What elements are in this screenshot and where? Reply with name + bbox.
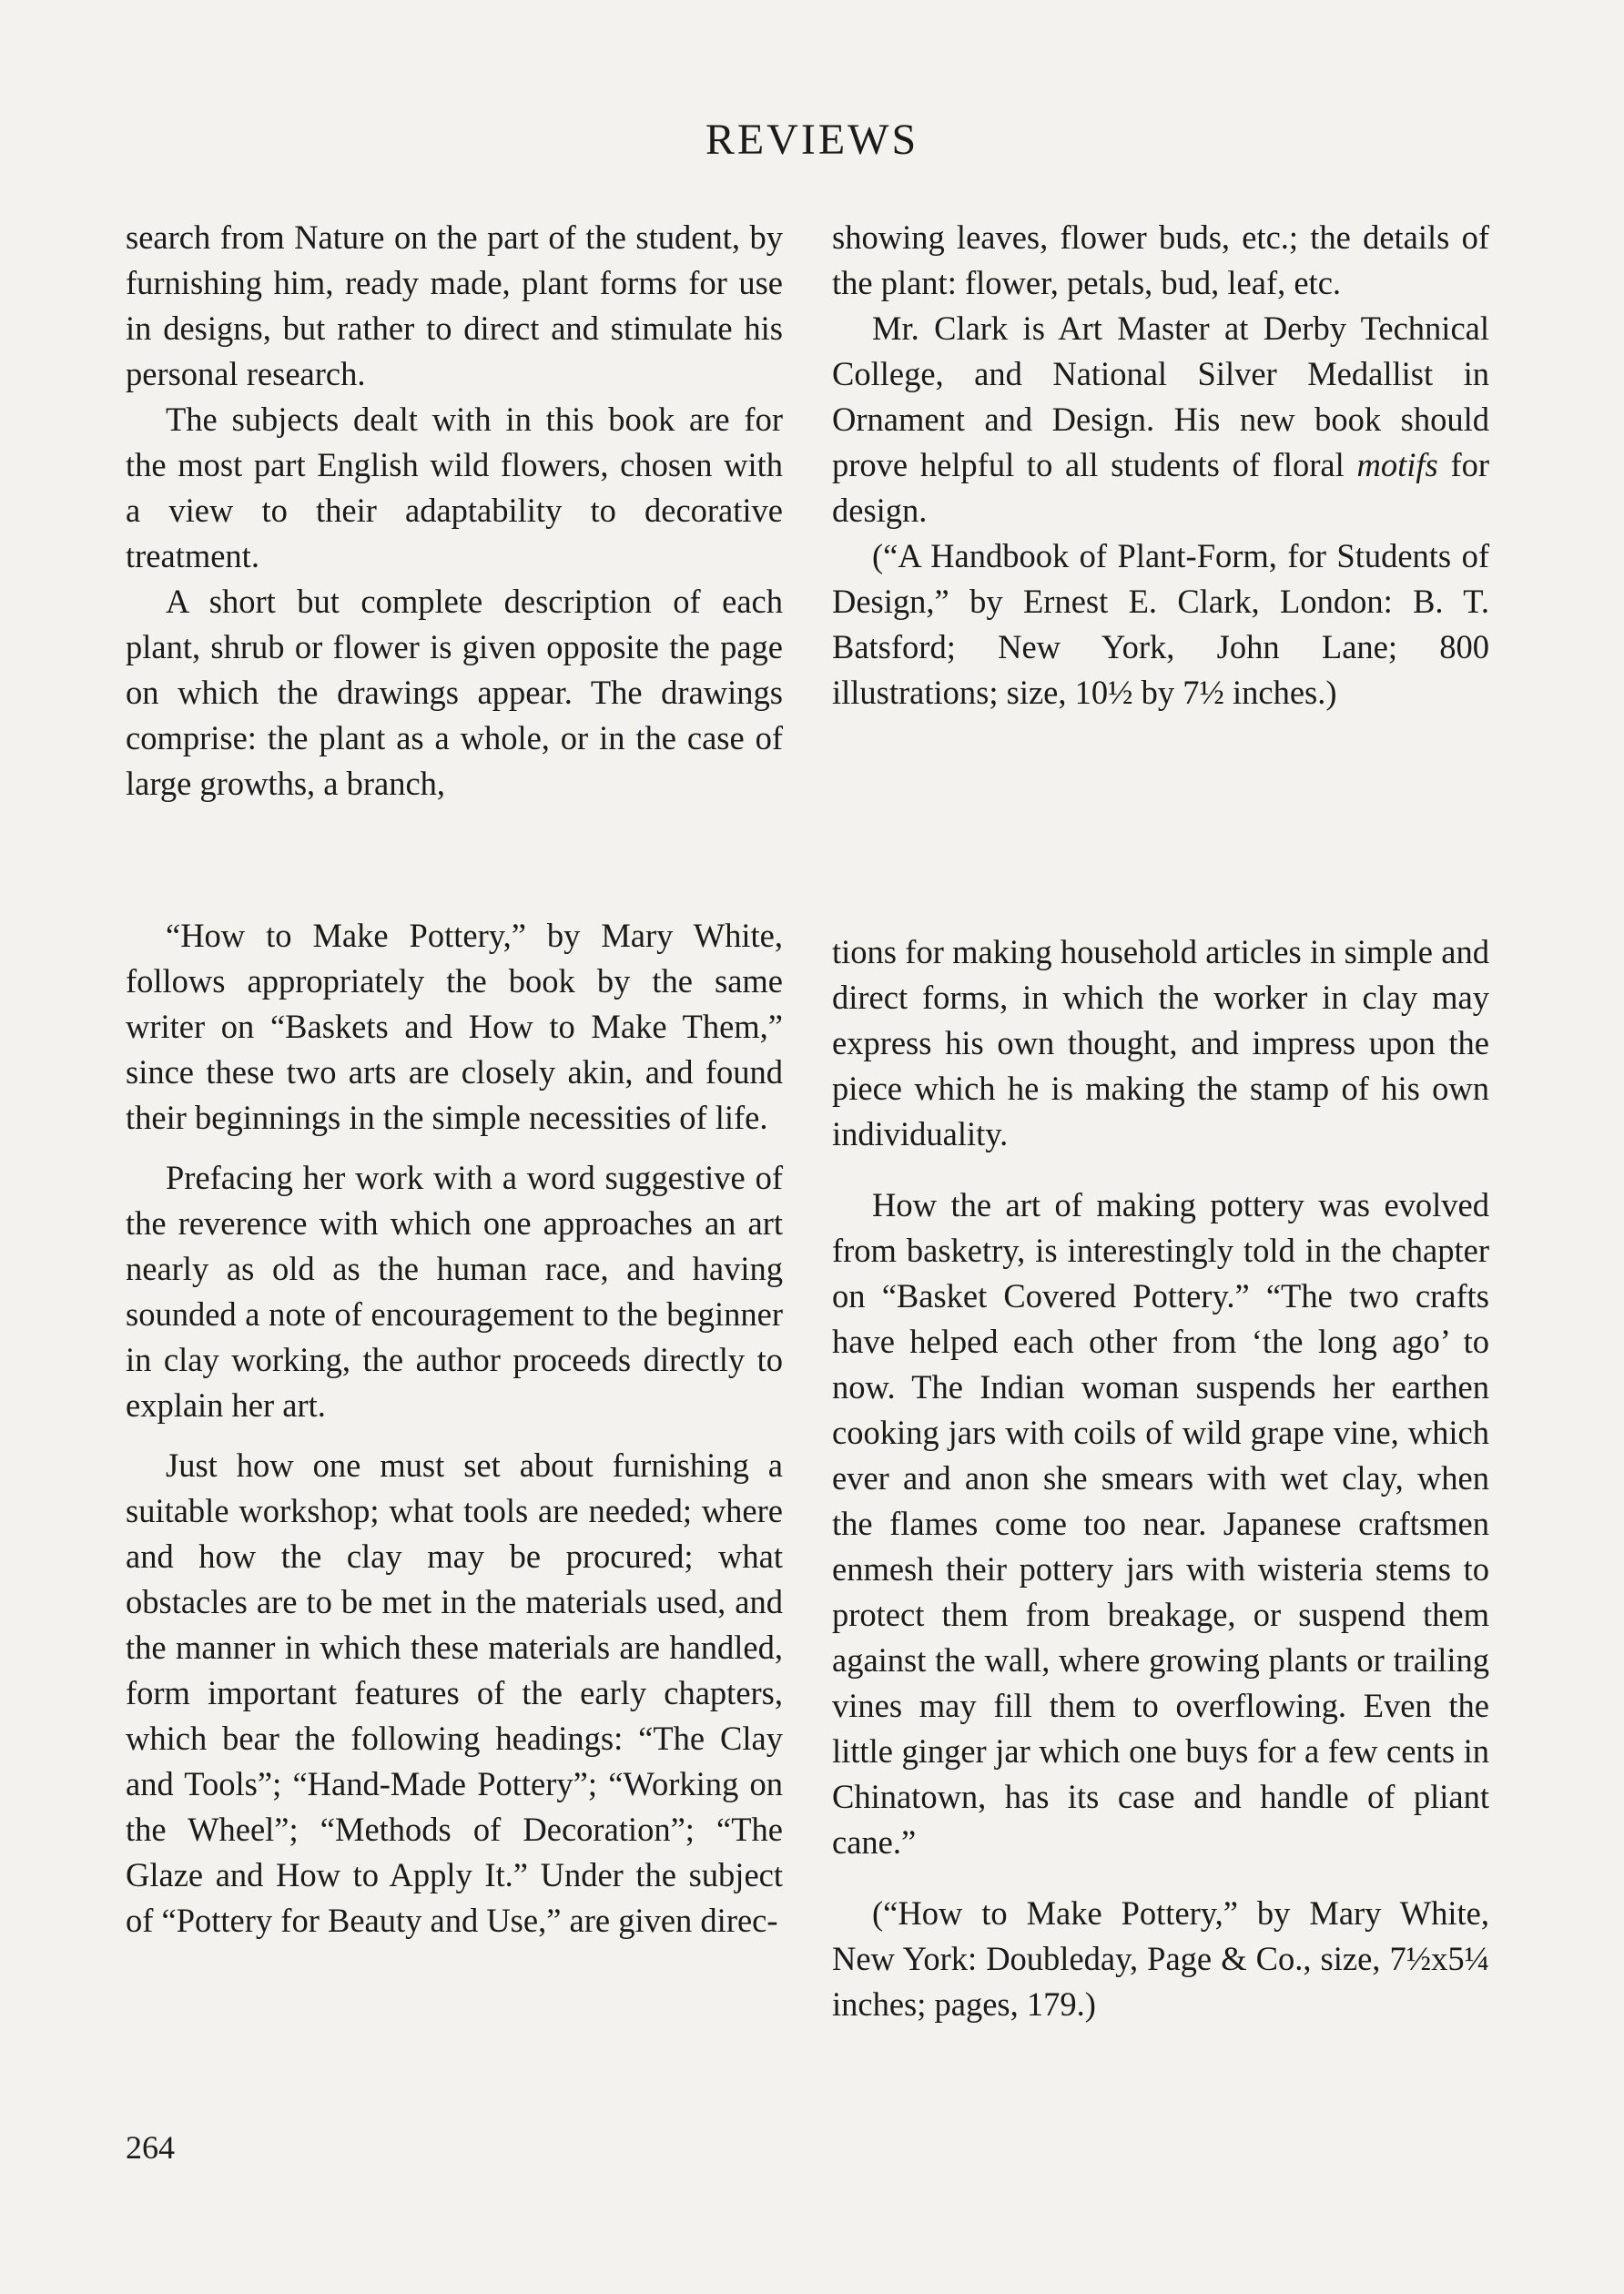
paragraph: “How to Make Pottery,” by Mary White, follows appropriately the book by the same writer on “Baskets and How to Make Them,” since these two arts are closely akin, and found their beginnings in the simple necessities of life.: [126, 917, 783, 1136]
paragraph: tions for making household articles in simple and direct forms, in which the worker in clay may express his own thought, and impress upon the piece which he is making the stamp of his own individuality.: [832, 933, 1489, 1152]
review-plant-form-left-column: [126, 215, 783, 807]
paragraph: Just how one must set about furnishing a suitable workshop; what tools are needed; where and how the clay may be procured; what obstacles are to be met in the materials used, and the manner in which these materials are handled, form important features of the early chapters, which bear the following headings: “The Clay and Tools”; “Hand-Made Pottery”; “Working on the Wheel”; “Methods of Decoration”; “The Glaze and How to Apply It.” Under the subject of “Pottery for Beauty and Use,” are given direc-: [126, 1446, 783, 1939]
paragraph: A short but complete description of each plant, shrub or flower is given opposite the page on which the drawings appear. The drawings comprise: the plant as a whole, or in the case of large growths, a branch,: [126, 583, 783, 802]
author-note-text-end: for design.: [832, 446, 1490, 529]
review-plant-form-right-column: [832, 215, 1489, 716]
paragraph: showing leaves, flower buds, etc.; the details of the plant: flower, petals, bud, leaf, etc.: [832, 218, 1489, 301]
paragraph: search from Nature on the part of the student, by furnishing him, ready made, plant forms for use in designs, but rather to direct and stimulate his personal research.: [126, 218, 783, 392]
review-pottery-right-column: [832, 929, 1489, 2027]
paragraph: How the art of making pottery was evolved from basketry, is interestingly told in the chapter on “Basket Covered Pottery.” “The two crafts have helped each other from ‘the long ago’ to now. The Indian woman suspends her earthen cooking jars with coils of wild grape vine, which ever and anon she smears with wet clay, when the flames come too near. Japanese craftsmen enmesh their pottery jars with wisteria stems to protect them from breakage, or suspend them against the wall, where growing plants or trailing vines may fill them to overflowing. Even the little ginger jar which one buys for a few cents in Chinatown, has its case and handle of pliant cane.”: [832, 1186, 1489, 1861]
author-note-paragraph: [832, 306, 1489, 533]
book-citation: (“How to Make Pottery,” by Mary White, New York: Doubleday, Page & Co., size, 7½x5¼ inches; pages, 179.): [832, 1894, 1489, 2023]
italic-word: motifs: [1356, 446, 1438, 483]
author-note-text: Mr. Clark is Art Master at Derby Technical College, and National Silver Medallist in Ornament and Design. His new book should prove helpful to all students of floral: [832, 310, 1489, 483]
page-title: REVIEWS: [705, 116, 919, 164]
page-number: 264: [126, 2129, 175, 2166]
review-pottery-left-column: [126, 913, 783, 1944]
book-citation: (“A Handbook of Plant-Form, for Students of Design,” by Ernest E. Clark, London: B. T. Batsford; New York, John Lane; 800 illustrations; size, 10½ by 7½ inches.): [832, 537, 1489, 711]
paragraph: Prefacing her work with a word suggestive of the reverence with which one approaches an art nearly as old as the human race, and having sounded a note of encouragement to the beginner in clay working, the author proceeds directly to explain her art.: [126, 1159, 783, 1424]
paragraph: The subjects dealt with in this book are for the most part English wild flowers, chosen with a view to their adaptability to decorative treatment.: [126, 401, 783, 574]
